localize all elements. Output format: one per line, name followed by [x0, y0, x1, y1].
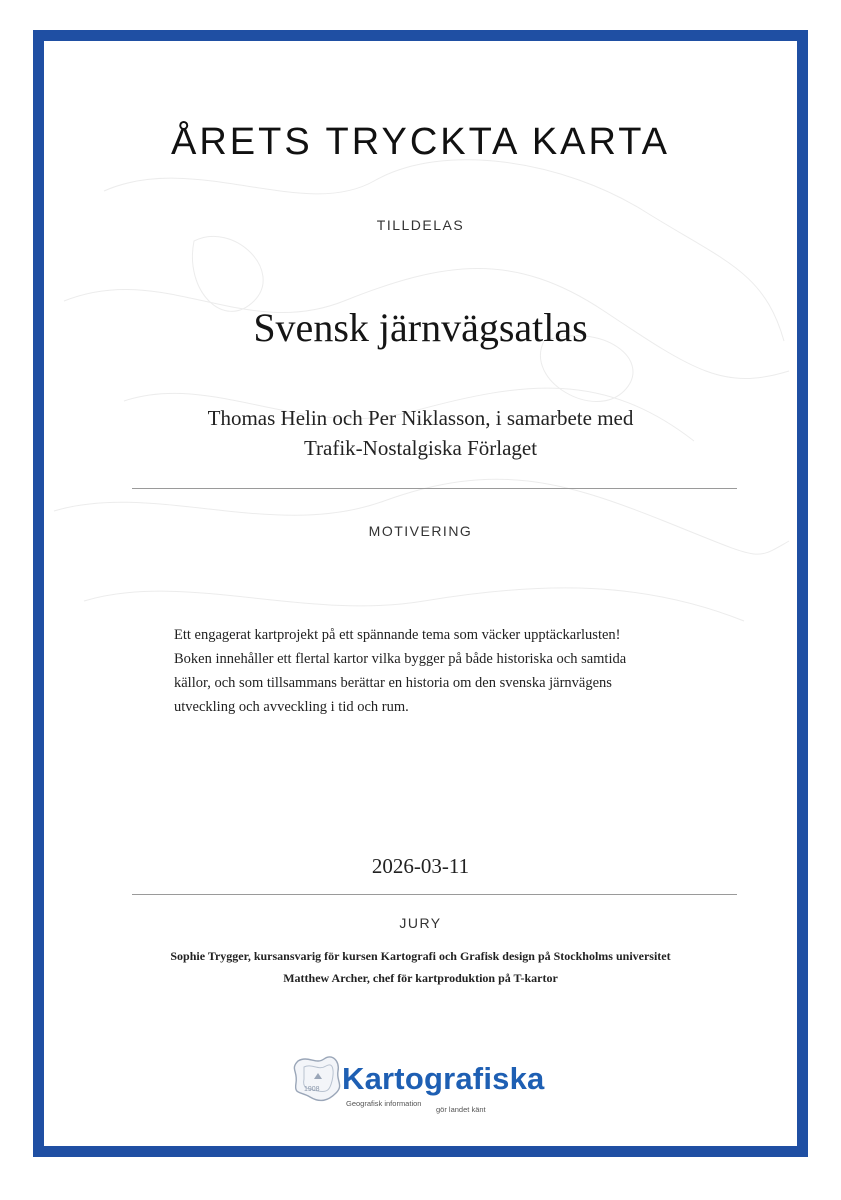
book-title: Svensk järnvägsatlas: [253, 305, 588, 350]
award-title: ÅRETS TRYCKTA KARTA: [170, 121, 671, 163]
motivation-line: utveckling och avveckling i tid och rum.: [174, 699, 409, 715]
jury-member: Sophie Trygger, kursansvarig för kursen Kartografi och Grafisk design på Stockholms universitet: [170, 949, 671, 963]
motivation-line: källor, och som tillsammans berättar en historia om den svenska järnvägens: [174, 675, 612, 691]
motivation-line: Ett engagerat kartprojekt på ett spännande tema som väcker upptäckarlusten!: [174, 627, 621, 643]
logo-wordmark: Kartografiska: [342, 1061, 545, 1096]
authors-line-1: Thomas Helin och Per Niklasson, i samarbete med: [207, 406, 634, 430]
logo-year: 1908: [304, 1086, 320, 1093]
authors-line-2: Trafik-Nostalgiska Förlaget: [303, 436, 538, 460]
kartografiska-emblem-icon: [290, 1051, 346, 1107]
divider-top: [132, 488, 737, 489]
logo-tagline-part-2: gör landet känt: [436, 1105, 486, 1114]
motivation-label: MOTIVERING: [368, 523, 473, 539]
authors: [44, 403, 797, 463]
award-date: 2026-03-11: [371, 854, 470, 878]
kartografiska-logo: [290, 1051, 560, 1121]
motivation-line: Boken innehåller ett flertal kartor vilka bygger på både historiska och samtida: [174, 651, 627, 667]
awarded-label: TILLDELAS: [376, 217, 465, 233]
jury-list: [44, 945, 797, 989]
jury-label: JURY: [399, 915, 442, 931]
jury-member: Matthew Archer, chef för kartproduktion på T-kartor: [283, 971, 558, 985]
logo-tagline-part-1: Geografisk information: [346, 1099, 422, 1108]
motivation-text: [174, 623, 694, 719]
certificate-frame: [33, 30, 808, 1157]
divider-bottom: [132, 894, 737, 895]
